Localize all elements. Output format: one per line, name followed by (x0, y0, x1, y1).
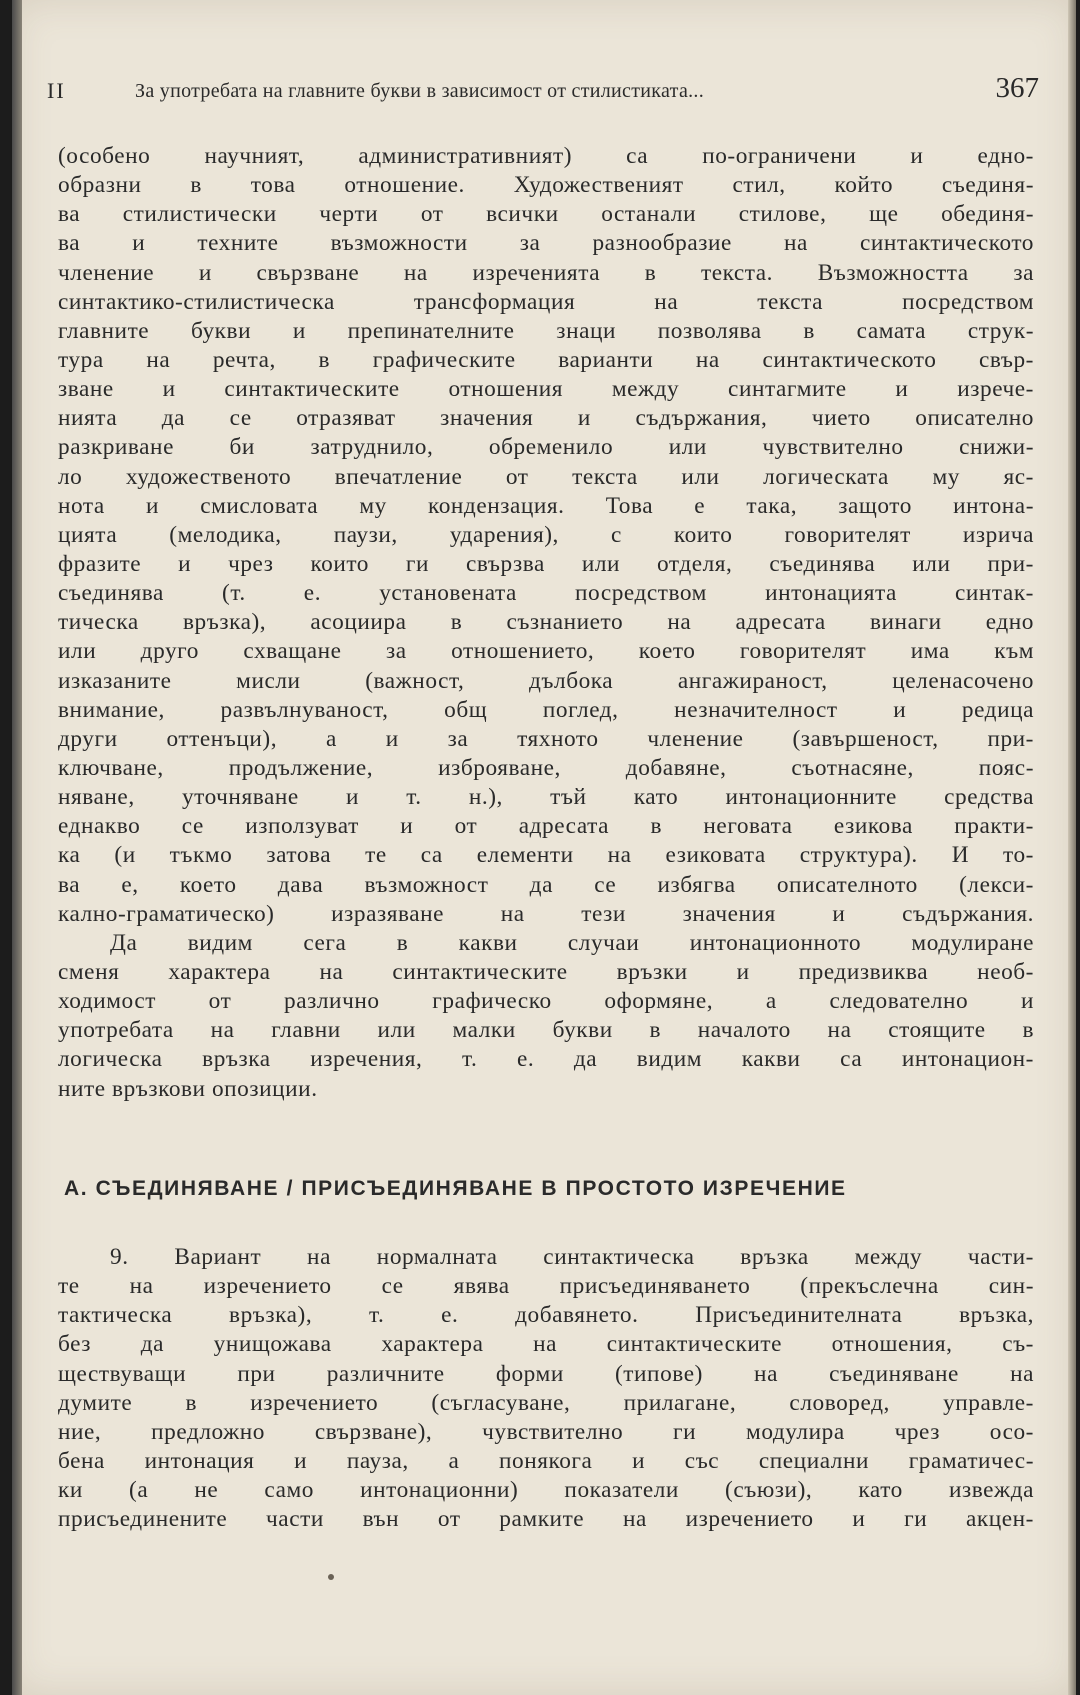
text-line: ние, предложно свързване), чувствително ги модулира чрез осо- (58, 1418, 1034, 1445)
text-line: ва и техните възможности за разнообразие на синтактическото (58, 230, 1034, 257)
text-line: ществуващи при различните форми (типове) на съединяване на (58, 1360, 1034, 1387)
text-line: ки (а не само интонационни) показатели (съюзи), като извежда (58, 1477, 1034, 1504)
text-line: еднакво се използуват и от адресата в неговата езикова практи- (58, 813, 1034, 840)
text-line: синтактико-стилистическа трансформация на текста посредством (58, 288, 1034, 315)
binding-gutter (12, 0, 22, 1695)
paragraph-1 (58, 142, 1034, 929)
running-head-title: За употребата на главните букви в зависимост от стилистиката... (135, 80, 705, 102)
text-line: (особено научният, административният) са по-ограничени и едно- (58, 143, 1034, 169)
text-line: тура на речта, в графическите варианти на синтактическото свър- (58, 346, 1034, 373)
chapter-number: II (47, 78, 66, 103)
page-number: 367 (995, 72, 1039, 104)
text-line: нота и смисловата му кондензация. Това е така, защото интона- (58, 492, 1034, 519)
text-line: съединява (т. е. установената посредством интонацията синтак- (58, 580, 1034, 607)
text-line: логическа връзка изречения, т. е. да видим какви са интонацион- (58, 1046, 1034, 1073)
text-line: употребата на главни или малки букви в началото на стоящите в (58, 1017, 1034, 1044)
text-line: Да видим сега в какви случаи интонационното модулиране (110, 929, 1034, 956)
text-line: ните връзкови опозиции. (58, 1075, 318, 1102)
text-line: изказаните мисли (важност, дълбока ангажираност, целенасочено (58, 667, 1034, 694)
paragraph-2 (58, 929, 1034, 1104)
body-text-upper (58, 142, 1034, 1104)
running-head (47, 72, 1039, 116)
text-line: зване и синтактическите отношения между синтагмите и изрече- (58, 376, 1034, 403)
text-line: бена интонация и пауза, а понякога и със специални граматичес- (58, 1447, 1034, 1474)
text-line: без да унищожава характера на синтактическите отношения, съ- (58, 1331, 1034, 1358)
text-line: членение и свързване на изреченията в текста. Възможността за (58, 259, 1034, 286)
text-line: сменя характера на синтактическите връзки и предизвиква необ- (58, 958, 1034, 985)
text-line: кално-граматическо) изразяване на тези значения и съдържания. (58, 900, 1034, 927)
text-line: присъединените части вън от рамките на изречението и ги акцен- (58, 1506, 1034, 1533)
ink-speck (328, 1574, 334, 1580)
text-line: или друго схващане за отношението, което говорителят има към (58, 638, 1034, 665)
book-page (12, 0, 1076, 1695)
text-line: разкриване би затруднило, обременило или чувствително снижи- (58, 434, 1034, 461)
text-line: ло художественото впечатление от текста или логическата му яс- (58, 463, 1034, 490)
text-line: други оттенъци), а и за тяхното членение (завършеност, при- (58, 725, 1034, 752)
text-line: 9. Вариант на нормалната синтактическа връзка между части- (110, 1244, 1034, 1270)
text-line: те на изречението се явява присъединяването (прекъслечна син- (58, 1273, 1034, 1300)
text-line: главните букви и препинателните знаци позволява в самата струк- (58, 317, 1034, 344)
text-line: думите в изречението (съгласуване, прилагане, словоред, управле- (58, 1389, 1034, 1416)
text-line: образни в това отношение. Художественият стил, който съединя- (58, 172, 1034, 199)
text-line: тактическа връзка), т. е. добавянето. Присъединителната връзка, (58, 1302, 1034, 1329)
text-line: внимание, развълнуваност, общ поглед, незначителност и редица (58, 696, 1034, 723)
text-line: няване, уточняване и т. н.), тъй като интонационните средства (58, 784, 1034, 811)
text-line: ва е, което дава възможност да се избягва описателното (лекси- (58, 871, 1034, 898)
paragraph-3 (58, 1243, 1034, 1534)
text-line: ходимост от различно графическо оформяне, а следователно и (58, 988, 1034, 1015)
text-line: нията да се отразяват значения и съдържания, чието описателно (58, 405, 1034, 432)
body-text-lower (58, 1243, 1034, 1534)
page-edge (1068, 0, 1076, 1695)
text-line: ключване, продължение, изброяване, добавяне, съотнасяне, пояс- (58, 754, 1034, 781)
text-line: тическа връзка), асоциира в съзнанието на адресата винаги едно (58, 609, 1034, 636)
text-line: ва стилистически черти от всички останали стилове, ще обединя- (58, 201, 1034, 228)
text-line: фразите и чрез които ги свързва или отделя, съединява или при- (58, 550, 1034, 577)
text-line: цията (мелодика, паузи, ударения), с които говорителят изрича (58, 521, 1034, 548)
section-heading: А. СЪЕДИНЯВАНЕ / ПРИСЪЕДИНЯВАНЕ В ПРОСТОТО ИЗРЕЧЕНИЕ (64, 1177, 847, 1200)
text-line: ка (и тъкмо затова те са елементи на езиковата структура). И то- (58, 842, 1034, 869)
